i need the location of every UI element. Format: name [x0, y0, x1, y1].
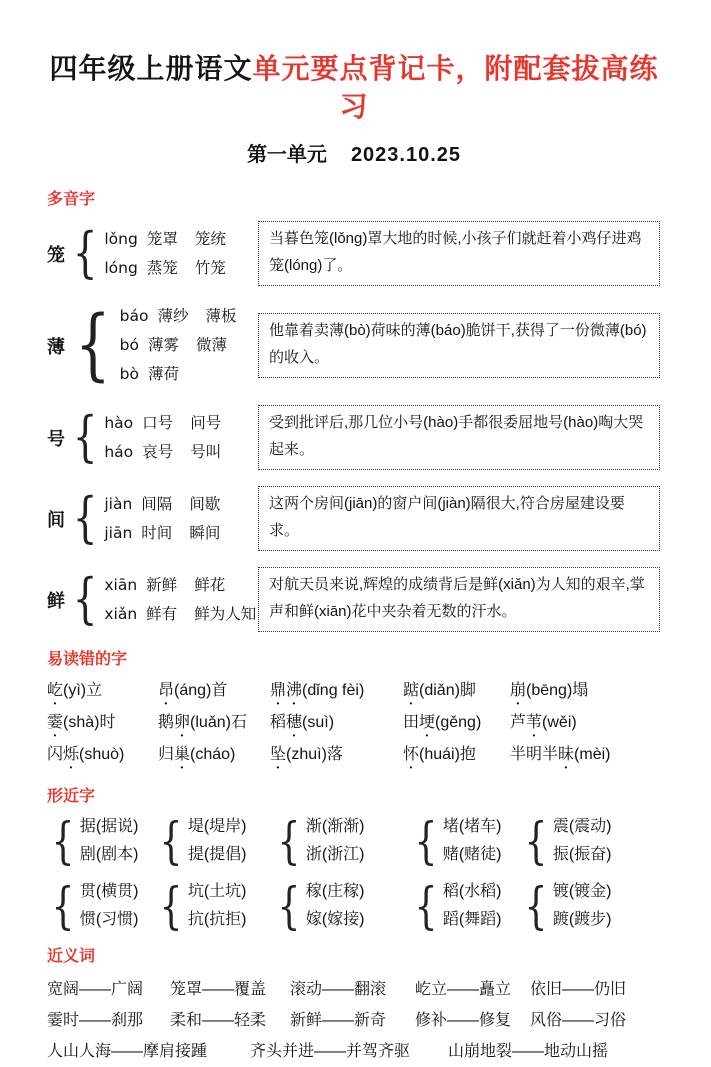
similar-pair: { 堵(堵车) 赌(赌徒) [410, 813, 520, 869]
misread-item: 坠(zhuì)落 [270, 746, 343, 763]
example-word: 蒸笼 [146, 259, 178, 277]
example-sentence-box: 他靠着卖薄(bò)荷味的薄(báo)脆饼干,获得了一份微薄(bó)的收入。 [258, 313, 660, 378]
pinyin: lǒng [104, 229, 138, 248]
example-word: 竹笼 [194, 259, 226, 277]
similar-pair: { 据(据说) 剧(剧本) [47, 813, 155, 869]
example-word: 号叫 [190, 443, 222, 461]
brace-icon [414, 819, 437, 864]
example-word: 间隔 [141, 495, 173, 513]
misread-item: 鼎沸(dǐng fèi) [270, 682, 365, 699]
section-heading-synonyms: 近义词 [47, 948, 96, 965]
misread-item: 踮(diǎn)脚 [403, 682, 476, 699]
similar-pair: { 贯(横贯) 惯(习惯) [47, 878, 155, 934]
example-word: 鲜花 [194, 576, 226, 594]
page-title [47, 50, 661, 126]
brace-icon [73, 229, 98, 278]
example-word: 瞬间 [189, 524, 221, 542]
brace-icon [277, 819, 300, 864]
misread-item: 怀(huái)抱 [403, 746, 476, 763]
reading-line [104, 409, 221, 438]
similar-pair: { 稻(水稻) 蹈(舞蹈) [410, 878, 520, 934]
polyphone-character: 间 [47, 509, 65, 530]
reading-line [120, 331, 237, 360]
misread-item: 归巢(cháo) [158, 746, 236, 763]
synonym-pair: 滚动——翻滚 [290, 981, 387, 998]
polyphone-entry [47, 567, 661, 632]
unit-label: 第一单元 [246, 144, 327, 166]
example-word: 薄纱 [157, 308, 189, 325]
pinyin: jiān [104, 523, 133, 542]
synonym-pair: 人山人海——摩肩接踵 [47, 1043, 208, 1060]
example-word: 鲜有 [146, 605, 178, 623]
brace-icon [524, 819, 547, 864]
misread-item: 闪烁(shuò) [47, 746, 125, 763]
example-word: 笼罩 [146, 230, 178, 248]
similar-pair: { 震(震动) 振(振奋) [520, 813, 661, 869]
reading-line [104, 225, 225, 254]
brace-icon [75, 310, 111, 380]
synonyms-row [47, 974, 661, 1005]
example-word: 间歇 [189, 495, 221, 513]
similar-characters-grid [47, 813, 661, 934]
polyphone-character: 号 [47, 428, 65, 449]
example-word: 薄雾 [147, 337, 179, 354]
polyphone-entry [47, 221, 661, 286]
synonym-pair: 齐头并进——并驾齐驱 [250, 1043, 411, 1060]
brace-icon [524, 884, 547, 929]
synonym-pair: 新鲜——新奇 [290, 1012, 387, 1029]
reading-line [104, 571, 256, 600]
brace-icon [159, 819, 182, 864]
polyphone-readings [47, 490, 258, 548]
brace-icon [51, 819, 74, 864]
pinyin: lóng [104, 258, 138, 277]
misread-item: 屹(yì)立 [47, 682, 103, 699]
brace-icon [73, 413, 98, 462]
reading-line [120, 302, 237, 331]
reading-line [104, 519, 220, 548]
pinyin: bó [119, 336, 139, 354]
synonyms-row [47, 1036, 661, 1067]
pinyin: xiǎn [104, 604, 138, 623]
brace-icon [73, 575, 98, 624]
similar-pair: { 堤(堤岸) 提(提倡) [155, 813, 273, 869]
misread-item: 田埂(gěng) [403, 714, 482, 731]
pinyin: bò [119, 365, 139, 383]
brace-icon [73, 494, 98, 543]
brace-icon [51, 884, 74, 929]
polyphone-entry [47, 486, 661, 551]
misread-item: 昂(áng)首 [158, 682, 228, 699]
similar-pair: { 坑(土坑) 抗(抗拒) [155, 878, 273, 934]
misread-item: 稻穗(suì) [270, 714, 335, 731]
misread-item: 崩(bēng)塌 [510, 682, 589, 699]
reading-line [104, 438, 221, 467]
example-sentence-box: 对航天员来说,辉煌的成绩背后是鲜(xiǎn)为人知的艰辛,掌声和鲜(xiān)花中夹杂着无数的汗水。 [258, 567, 660, 632]
example-word: 笼统 [194, 230, 226, 248]
example-word: 时间 [141, 524, 173, 542]
brace-icon [159, 884, 182, 929]
reading-line [104, 490, 220, 519]
synonym-pair: 风俗——习俗 [530, 1012, 627, 1029]
polyphone-readings [47, 571, 258, 629]
polyphone-character: 笼 [47, 244, 65, 265]
polyphone-readings [47, 409, 258, 467]
polyphone-entry [47, 405, 661, 470]
reading-line [104, 254, 225, 283]
synonym-pair: 笼罩——覆盖 [170, 981, 267, 998]
polyphone-character: 鲜 [47, 590, 65, 611]
misread-item: 鹅卵(luǎn)石 [158, 714, 247, 731]
misread-item: 半明半昧(mèi) [510, 746, 611, 763]
similar-pair: { 渐(渐渐) 浙(浙江) [273, 813, 410, 869]
misread-item: 霎(shà)时 [47, 714, 116, 731]
example-word: 薄板 [205, 308, 237, 325]
example-sentence-box: 当暮色笼(lǒng)罩大地的时候,小孩子们就赶着小鸡仔进鸡笼(lóng)了。 [258, 221, 660, 286]
brace-icon [277, 884, 300, 929]
polyphone-readings [47, 302, 258, 389]
example-word: 口号 [142, 414, 174, 432]
page-subtitle [47, 141, 661, 169]
polyphone-entry [47, 302, 661, 389]
brace-icon [414, 884, 437, 929]
polyphone-character: 薄 [47, 336, 65, 357]
section-heading-misread-characters: 易读错的字 [47, 651, 128, 668]
misread-characters-grid [47, 676, 661, 772]
example-word: 新鲜 [146, 576, 178, 594]
synonym-pair: 山崩地裂——地动山摇 [448, 1043, 609, 1060]
synonym-pair: 宽阔——广阔 [47, 981, 144, 998]
title-black-part: 四年级上册语文 [49, 53, 253, 84]
reading-line [104, 600, 256, 629]
title-red-part: 单元要点背记卡，附配套拔高练习 [252, 53, 659, 122]
example-word: 哀号 [142, 443, 174, 461]
pinyin: hào [104, 413, 134, 432]
similar-pair: { 稼(庄稼) 嫁(嫁接) [273, 878, 410, 934]
synonyms-row [47, 1005, 661, 1036]
pinyin: xiān [104, 575, 138, 594]
polyphone-readings [47, 225, 258, 283]
example-sentence-box: 这两个房间(jiān)的窗户间(jiàn)隔很大,符合房屋建设要求。 [258, 486, 660, 551]
similar-pair: { 镀(镀金) 踱(踱步) [520, 878, 661, 934]
synonym-pair: 柔和——轻柔 [170, 1012, 267, 1029]
synonym-pair: 屹立——矗立 [415, 981, 512, 998]
example-sentence-box: 受到批评后,那几位小号(hào)手都很委屈地号(hào)啕大哭起来。 [258, 405, 660, 470]
date-label: 2023.10.25 [350, 144, 462, 166]
example-word: 鲜为人知 [194, 605, 257, 623]
pinyin: báo [119, 307, 149, 325]
section-heading-polyphones: 多音字 [47, 191, 96, 208]
synonym-pair: 修补——修复 [415, 1012, 512, 1029]
section-heading-similar-characters: 形近字 [47, 788, 96, 805]
pinyin: háo [104, 442, 134, 461]
misread-item: 芦苇(wěi) [510, 714, 577, 731]
example-word: 问号 [190, 414, 222, 432]
synonym-pair: 霎时——刹那 [47, 1012, 144, 1029]
synonym-pair: 依旧——仍旧 [530, 981, 627, 998]
example-word: 微薄 [195, 337, 227, 354]
pinyin: jiàn [104, 494, 133, 513]
example-word: 薄荷 [147, 366, 179, 383]
reading-line [120, 360, 237, 389]
